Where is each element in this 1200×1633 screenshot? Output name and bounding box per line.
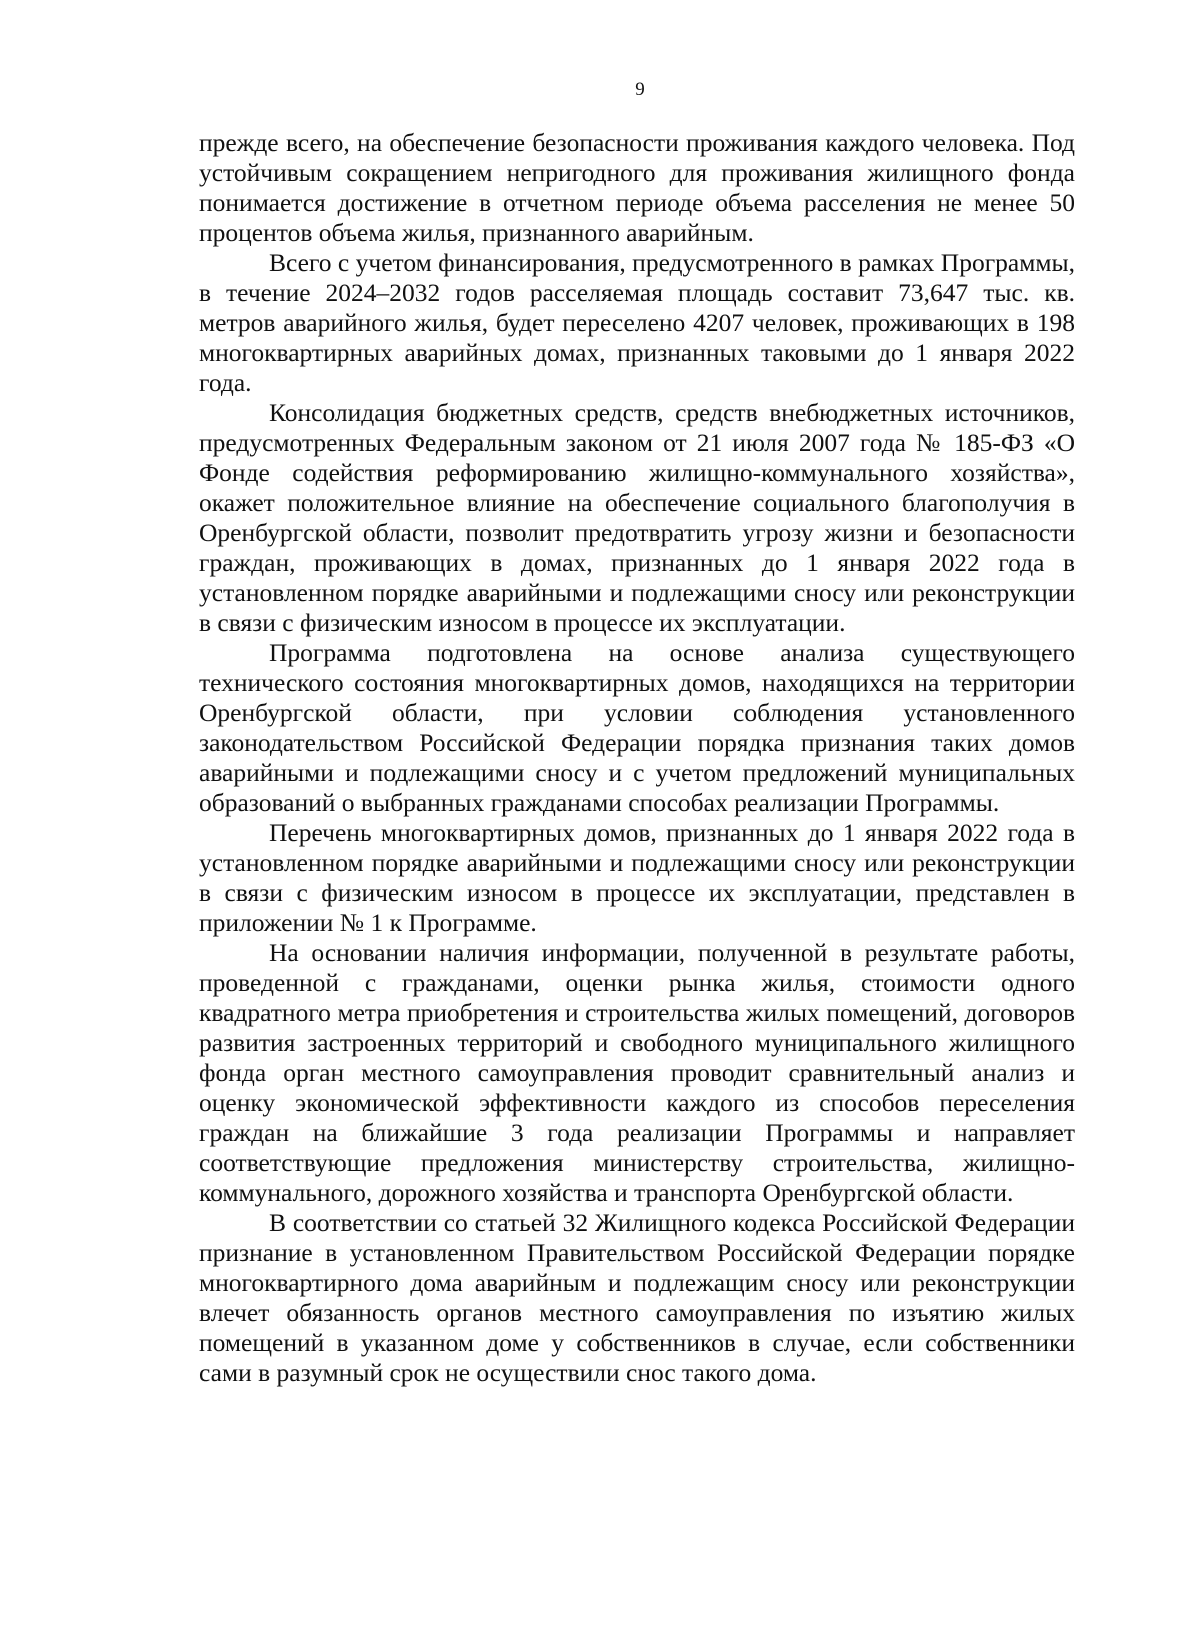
page-number: 9 [635, 79, 645, 100]
paragraph-analysis: На основании наличия информации, полученной в результате работы, проведенной с гражданами, оценки рынка жилья, стоимости одного квадратного метра приобретения и строительства жилых помещений, договоров развития застроенных территорий и свободного муниципального жилищного фонда орган местного самоуправления проводит сравнительный анализ и оценку экономической эффективности каждого из способов переселения граждан на ближайшие 3 года реализации Программы и направляет соответствующие предложения министерству строительства, жилищно-коммунального, дорожного хозяйства и транспорта Оренбургской области. [199, 938, 1075, 1207]
document-body [199, 128, 1075, 1388]
paragraph-continuation: прежде всего, на обеспечение безопасности проживания каждого человека. Под устойчивым сокращением непригодного для проживания жилищного фонда понимается достижение в отчетном периоде объема расселения не менее 50 процентов объема жилья, признанного аварийным. [199, 128, 1075, 247]
paragraph-housing-code: В соответствии со статьей 32 Жилищного кодекса Российской Федерации признание в установленном Правительством Российской Федерации порядке многоквартирного дома аварийным и подлежащим сносу или реконструкции влечет обязанность органов местного самоуправления по изъятию жилых помещений в указанном доме у собственников в случае, если собственники сами в разумный срок не осуществили снос такого дома. [199, 1208, 1075, 1387]
paragraph-financing: Всего с учетом финансирования, предусмотренного в рамках Программы, в течение 2024–2032 годов расселяемая площадь составит 73,647 тыс. кв. метров аварийного жилья, будет переселено 4207 человек, проживающих в 198 многоквартирных аварийных домах, признанных таковыми до 1 января 2022 года. [199, 248, 1075, 397]
paragraph-consolidation: Консолидация бюджетных средств, средств внебюджетных источников, предусмотренных Федеральным законом от 21 июля 2007 года № 185-ФЗ «О Фонде содействия реформированию жилищно-коммунального хозяйства», окажет положительное влияние на обеспечение социального благополучия в Оренбургской области, позволит предотвратить угрозу жизни и безопасности граждан, проживающих в домах, признанных до 1 января 2022 года в установленном порядке аварийными и подлежащими сносу или реконструкции в связи с физическим износом в процессе их эксплуатации. [199, 398, 1075, 637]
paragraph-house-list: Перечень многоквартирных домов, признанных до 1 января 2022 года в установленном порядке аварийными и подлежащими сносу или реконструкции в связи с физическим износом в процессе их эксплуатации, представлен в приложении № 1 к Программе. [199, 818, 1075, 937]
paragraph-program-basis: Программа подготовлена на основе анализа существующего технического состояния многоквартирных домов, находящихся на территории Оренбургской области, при условии соблюдения установленного законодательством Российской Федерации порядка признания таких домов аварийными и подлежащими сносу и с учетом предложений муниципальных образований о выбранных гражданами способах реализации Программы. [199, 638, 1075, 817]
